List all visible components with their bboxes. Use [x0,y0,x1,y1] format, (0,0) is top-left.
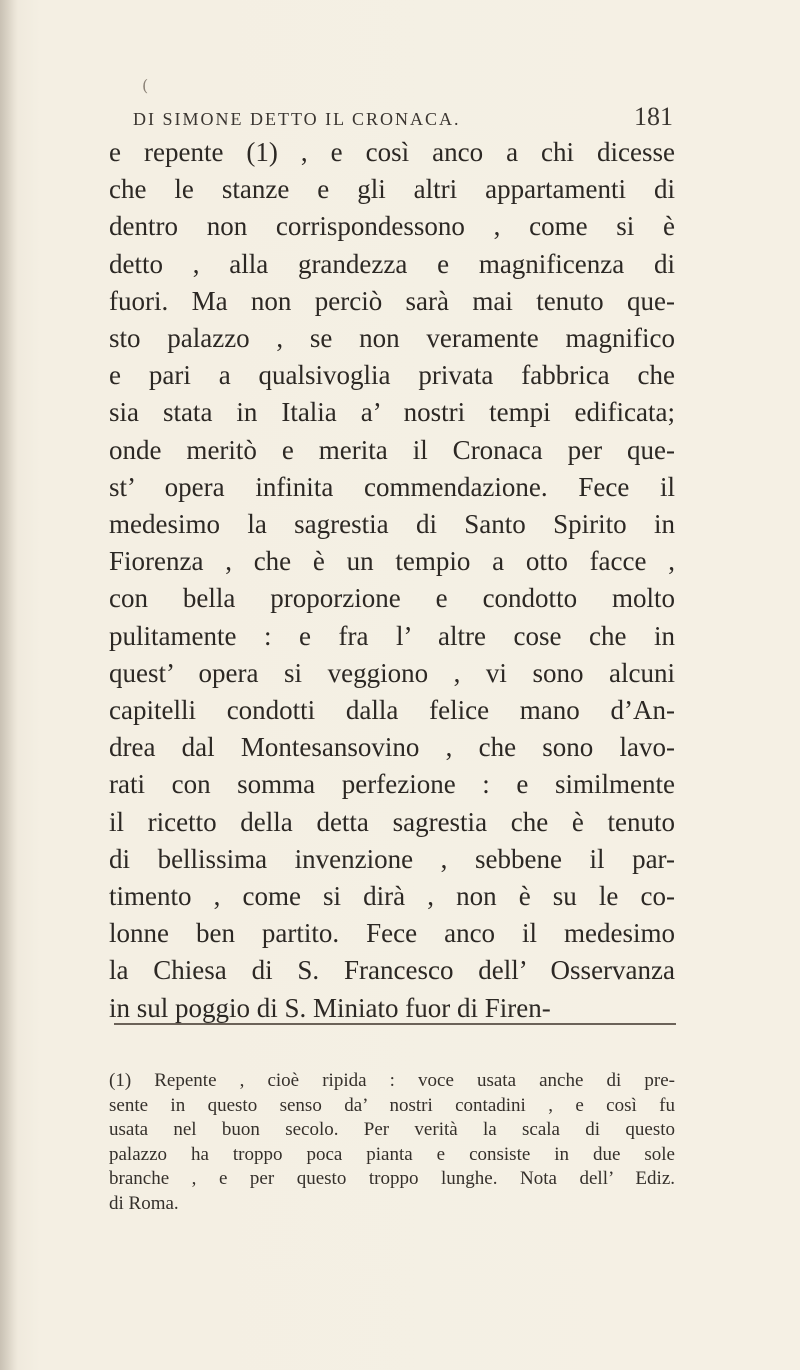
text-line: medesimo la sagrestia di Santo Spirito in [109,509,675,540]
footnote-line: di Roma. [109,1192,179,1214]
text-line: timento , come si dirà , non è su le co- [109,881,675,912]
text-line: e repente (1) , e così anco a chi dicesse [109,137,675,167]
text-line: sto palazzo , se non veramente magnifico [109,323,675,354]
text-line: st’ opera infinita commendazione. Fece il [109,471,675,502]
running-header [133,102,673,132]
text-line: che le stanze e gli altri appartamenti di [109,174,675,205]
text-line: onde meritò e merita il Cronaca per que- [109,434,675,465]
text-line: fuori. Ma non perciò sarà mai tenuto que- [109,285,675,316]
text-line: capitelli condotti dalla felice mano d’An- [109,695,675,726]
text-line: lonne ben partito. Fece anco il medesimo [109,918,675,949]
footnote [109,1069,675,1217]
text-line: con bella proporzione e condotto molto [109,583,675,614]
text-line: Fiorenza , che è un tempio a otto facce , [109,546,675,577]
stray-mark: ( [142,76,149,95]
footnote-line: (1) Repente , cioè ripida : voce usata anche di pre- [109,1070,675,1091]
text-line: il ricetto della detta sagrestia che è tenuto [109,806,675,837]
text-line: la Chiesa di S. Francesco dell’ Osservanza [109,955,675,986]
text-line: dentro non corrispondessono , come si è [109,211,675,242]
gutter-shadow [0,0,18,1370]
text-line: di bellissima invenzione , sebbene il par- [109,843,675,874]
page-number: 181 [634,102,673,131]
text-line: rati con somma perfezione : e similmente [109,769,675,800]
text-line: sia stata in Italia a’ nostri tempi edificata; [109,397,675,428]
running-title: DI SIMONE DETTO IL CRONACA. [133,109,461,129]
footnote-line: usata nel buon secolo. Per verità la scala di questo [109,1119,675,1141]
footnote-line: sente in questo senso da’ nostri contadini , e così fu [109,1094,675,1116]
footnote-line: palazzo ha troppo poca pianta e consiste in due sole [109,1143,675,1165]
text-line: pulitamente : e fra l’ altre cose che in [109,620,675,651]
text-line: quest’ opera si veggiono , vi sono alcuni [109,657,675,688]
text-line: drea dal Montesansovino , che sono lavo- [109,732,675,763]
footnote-line: branche , e per questo troppo lunghe. Nota dell’ Ediz. [109,1168,675,1190]
text-line: in sul poggio di S. Miniato fuor di Firen- [109,992,551,1023]
footnote-rule [114,1023,676,1025]
text-line: e pari a qualsivoglia privata fabbrica che [109,360,675,391]
main-text [109,134,675,1027]
text-line: detto , alla grandezza e magnificenza di [109,248,675,279]
